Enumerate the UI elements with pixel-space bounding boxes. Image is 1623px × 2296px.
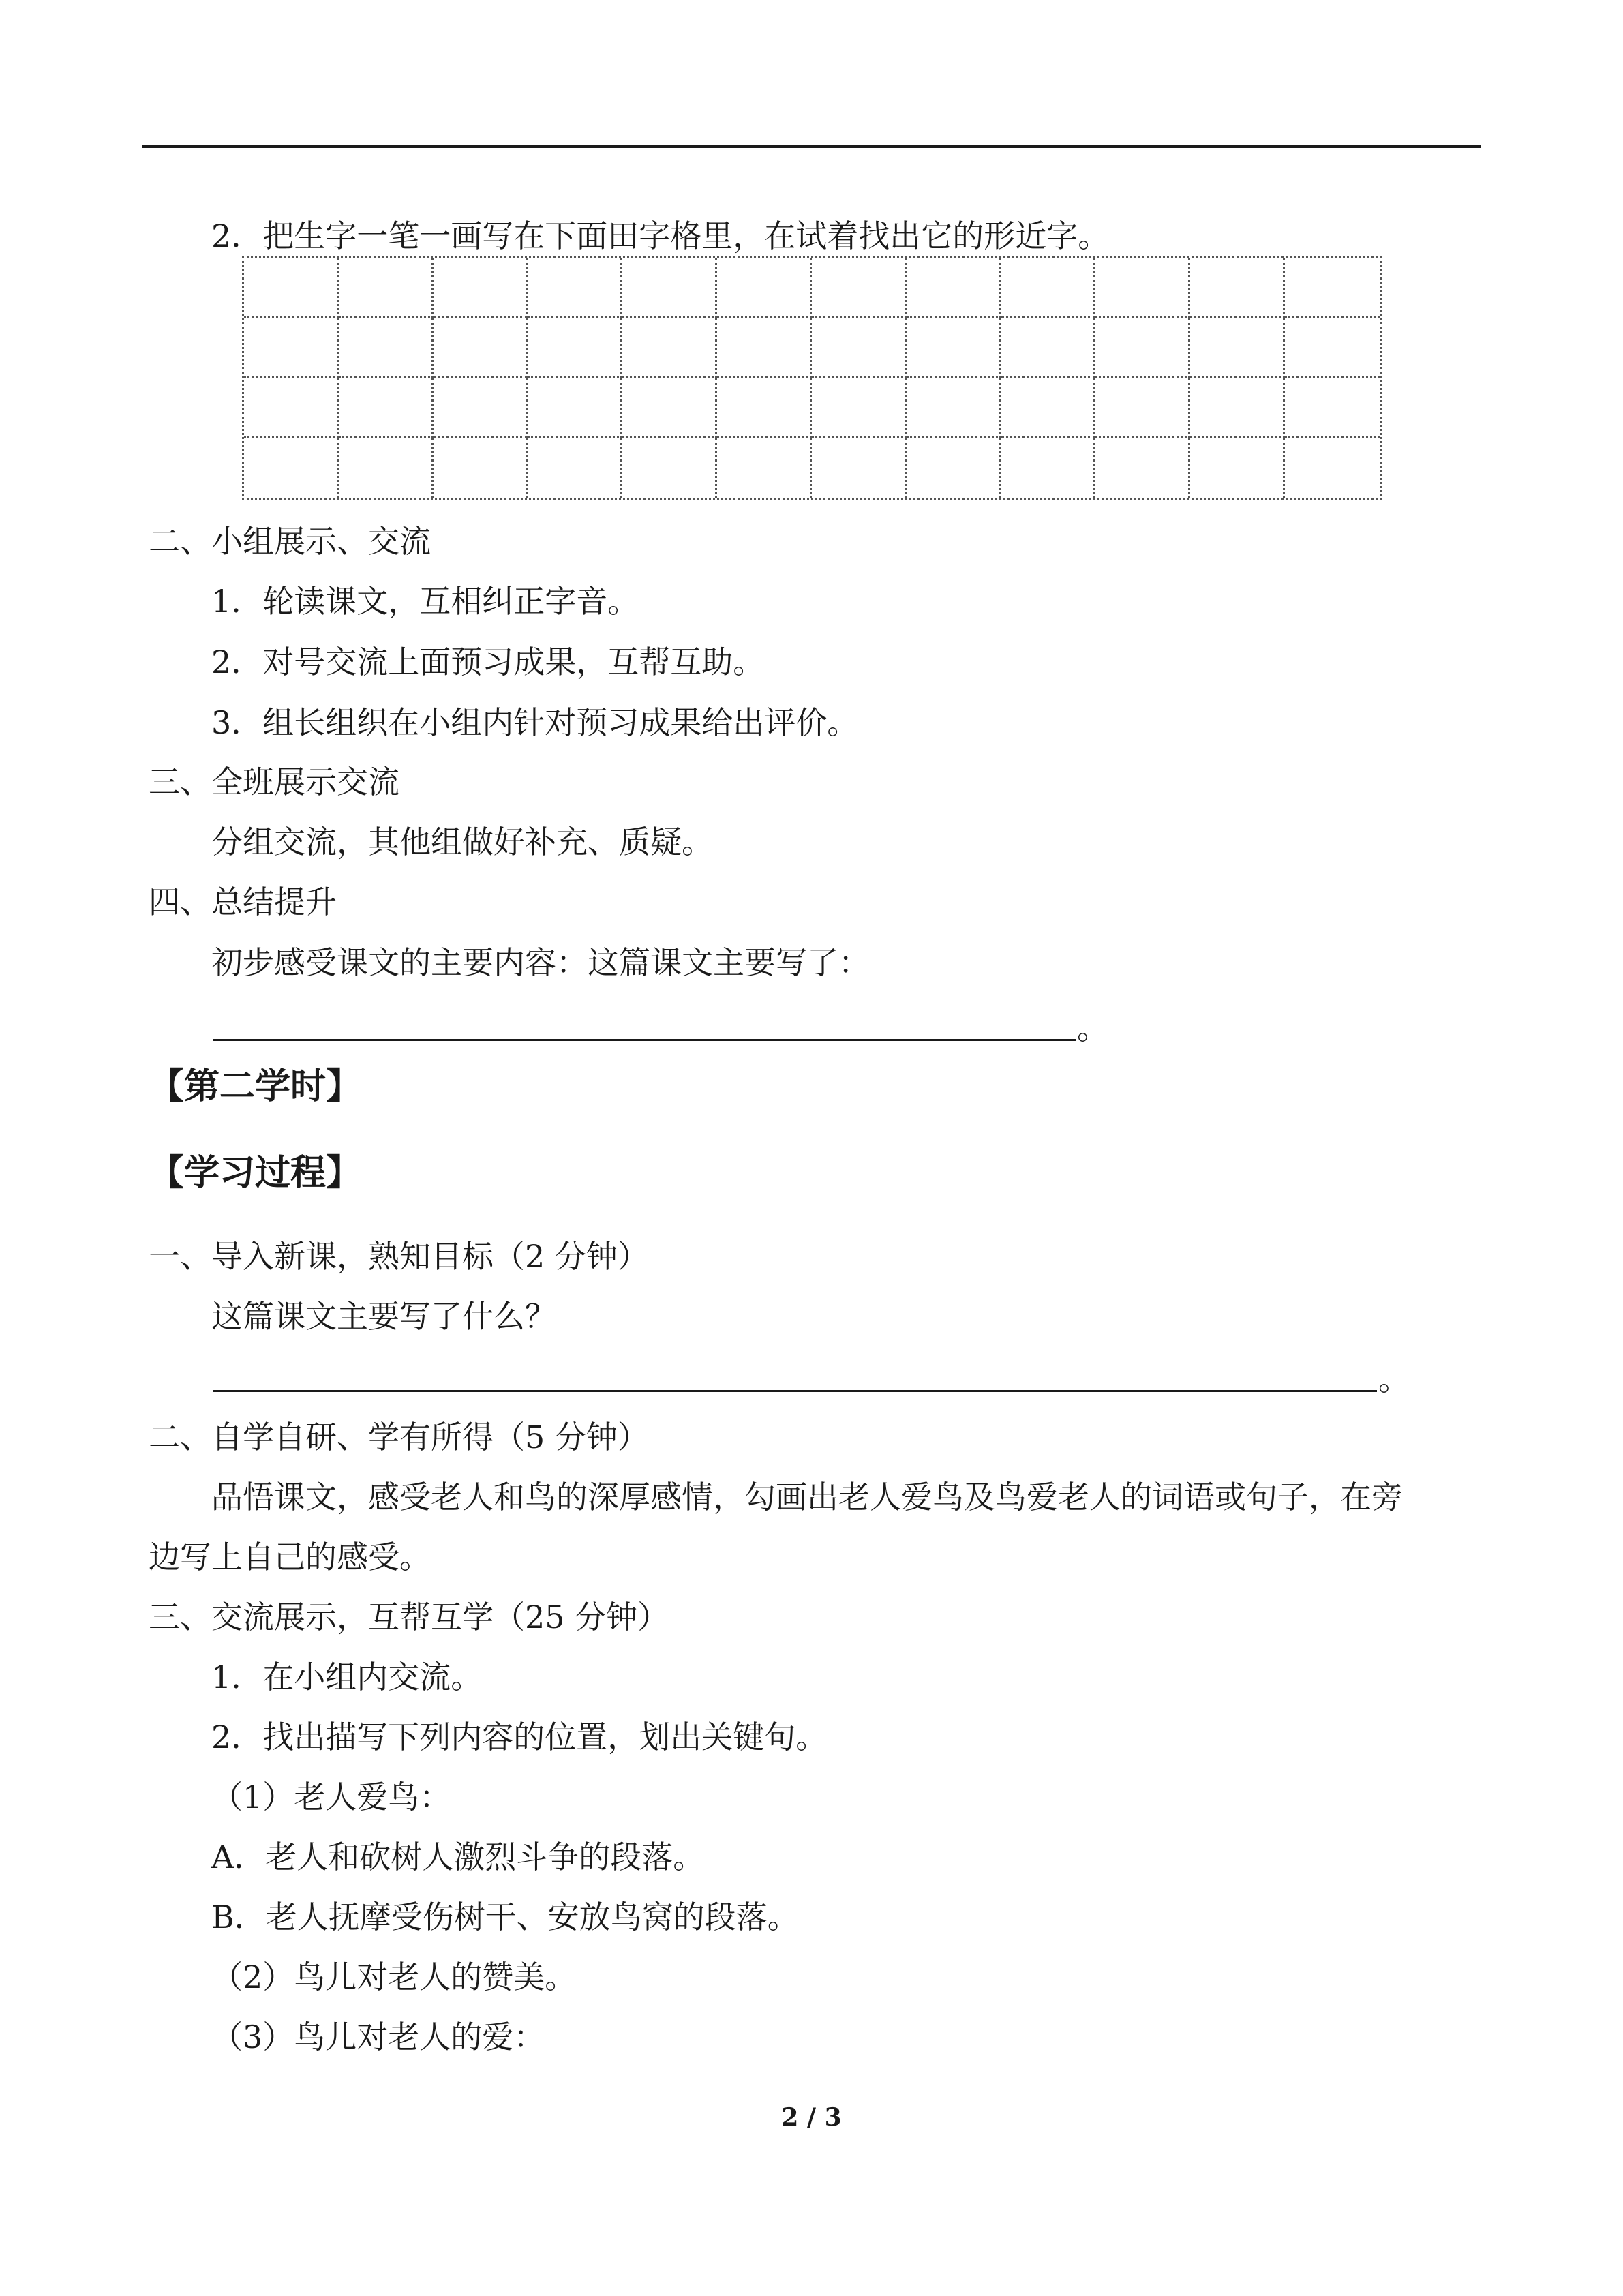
heading-second-lesson: 【第二学时】: [149, 1066, 362, 1107]
list-item: 1．在小组内交流。: [211, 1659, 483, 1695]
list-item: 3．组长组织在小组内针对预习成果给出评价。: [211, 704, 859, 741]
page-number: 2 / 3: [781, 2103, 842, 2132]
list-item: 2．找出描写下列内容的位置，划出关键句。: [211, 1719, 828, 1755]
paragraph-continued: 边写上自己的感受。: [149, 1539, 431, 1575]
section-heading-group-exchange: 二、小组展示、交流: [149, 523, 431, 560]
answer-blank-2[interactable]: [213, 1390, 1377, 1392]
answer-blank-1[interactable]: [213, 1039, 1076, 1041]
paragraph: 初步感受课文的主要内容：这篇课文主要写了：: [211, 944, 870, 981]
paragraph: 分组交流，其他组做好补充、质疑。: [211, 824, 713, 860]
section-heading-summary: 四、总结提升: [149, 883, 337, 920]
list-item: B．老人抚摩受伤树干、安放鸟窝的段落。: [211, 1899, 799, 1935]
list-item: 1．轮读课文，互相纠正字音。: [211, 583, 639, 620]
list-item: （1）老人爱鸟：: [211, 1779, 451, 1815]
instruction-write-characters: 2．把生字一笔一画写在下面田字格里，在试着找出它的形近字。: [211, 217, 1110, 254]
section-heading-exchange-display: 三、交流展示，互帮互学（25 分钟）: [149, 1599, 669, 1635]
heading-learning-process: 【学习过程】: [149, 1153, 362, 1194]
list-item: 2．对号交流上面预习成果，互帮互助。: [211, 644, 765, 680]
section-heading-class-exchange: 三、全班展示交流: [149, 764, 399, 800]
paragraph: 品悟课文，感受老人和鸟的深厚感情，勾画出老人爱鸟及鸟爱老人的词语或句子，在旁: [211, 1479, 1403, 1515]
answer-blank-1-period: 。: [1077, 1010, 1108, 1046]
list-item: A．老人和砍树人激烈斗争的段落。: [211, 1839, 705, 1875]
list-item: （2）鸟儿对老人的赞美。: [211, 1959, 577, 1995]
answer-blank-2-period: 。: [1378, 1361, 1410, 1398]
list-item: （3）鸟儿对老人的爱：: [211, 2019, 545, 2055]
section-heading-self-study: 二、自学自研、学有所得（5 分钟）: [149, 1419, 649, 1455]
header-rule: [142, 145, 1481, 148]
paragraph: 这篇课文主要写了什么？: [211, 1298, 556, 1335]
character-writing-grid[interactable]: [242, 256, 1382, 500]
section-heading-intro: 一、导入新课，熟知目标（2 分钟）: [149, 1238, 649, 1275]
